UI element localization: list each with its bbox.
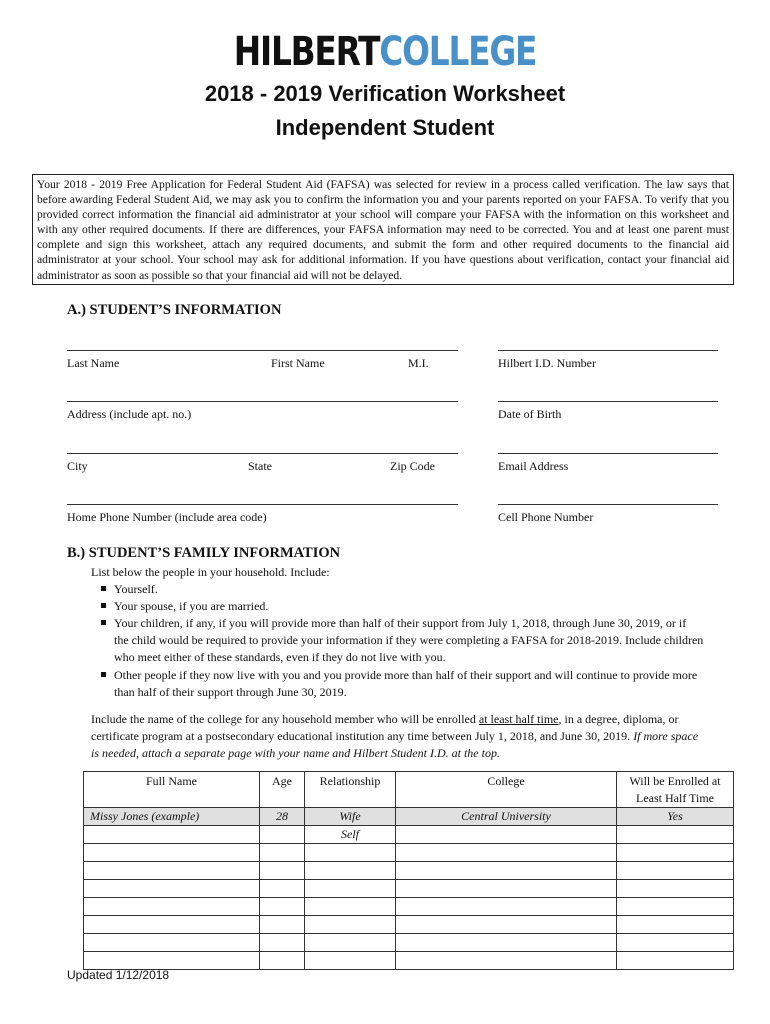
cell-college[interactable]: [396, 934, 617, 952]
worksheet-title: 2018 - 2019 Verification Worksheet: [204, 81, 566, 106]
cell-age[interactable]: [260, 934, 305, 952]
email-line[interactable]: [498, 453, 718, 454]
table-row: [84, 844, 734, 862]
enrollment-note-line3: is needed, attach a separate page with your name and Hilbert Student I.D. at the top.: [91, 746, 500, 760]
cell-relationship: Wife: [305, 808, 396, 826]
table-row: [84, 862, 734, 880]
cell-name[interactable]: [84, 934, 260, 952]
email-label: Email Address: [498, 459, 569, 473]
cell-relationship[interactable]: [305, 862, 396, 880]
cell-age[interactable]: [260, 880, 305, 898]
cell-phone-line[interactable]: [498, 504, 718, 505]
address-label: Address (include apt. no.): [67, 407, 192, 421]
section-a-heading: A.) STUDENT’S INFORMATION: [67, 302, 282, 318]
cell-name[interactable]: [84, 826, 260, 844]
cell-enrolled[interactable]: [617, 826, 734, 844]
enrollment-note-line2: certificate program at a postsecondary educational institution any time between July 1, 2018, and June 30, 2019. If more space: [91, 729, 699, 743]
cell-college[interactable]: [396, 862, 617, 880]
bullet-continuation: than half of their support through June 30, 2019.: [114, 685, 347, 699]
cell-name[interactable]: [84, 862, 260, 880]
cell-enrolled: Yes: [617, 808, 734, 826]
cell-enrolled[interactable]: [617, 844, 734, 862]
cell-age[interactable]: [260, 898, 305, 916]
cell-enrolled[interactable]: [617, 952, 734, 970]
header-full-name: Full Name: [84, 772, 260, 808]
cell-phone-label: Cell Phone Number: [498, 510, 594, 524]
hilbert-id-line[interactable]: [498, 350, 718, 351]
table-row: [84, 826, 734, 844]
city-state-zip-line[interactable]: [67, 453, 458, 454]
updated-date: Updated 1/12/2018: [67, 968, 170, 982]
cell-college[interactable]: [396, 916, 617, 934]
cell-enrolled[interactable]: [617, 934, 734, 952]
cell-college: Central University: [396, 808, 617, 826]
worksheet-subtitle: Independent Student: [275, 115, 495, 140]
state-label: State: [248, 459, 272, 473]
bullet-item: Your spouse, if you are married.: [101, 598, 268, 615]
dob-line[interactable]: [498, 401, 718, 402]
cell-enrolled[interactable]: [617, 880, 734, 898]
mi-label: M.I.: [408, 356, 429, 370]
last-name-label: Last Name: [67, 356, 120, 370]
table-row: [84, 916, 734, 934]
cell-name[interactable]: [84, 916, 260, 934]
enrollment-note-line1: Include the name of the college for any household member who will be enrolled at least half time, in a degree, diploma, or: [91, 712, 679, 726]
dob-label: Date of Birth: [498, 407, 562, 421]
zip-label: Zip Code: [390, 459, 435, 473]
home-phone-label: Home Phone Number (include area code): [67, 510, 267, 524]
cell-age: 28: [260, 808, 305, 826]
bullet-continuation: who meet either of these standards, even if they do not live with you.: [114, 650, 446, 664]
hilbert-id-label: Hilbert I.D. Number: [498, 356, 596, 370]
bullet-continuation: the child would be required to provide your information if they were completing a FAFSA for 2018-2019. Include children: [114, 633, 704, 647]
cell-age[interactable]: [260, 826, 305, 844]
header-relationship: Relationship: [305, 772, 396, 808]
table-row: [84, 898, 734, 916]
section-b-heading: B.) STUDENT’S FAMILY INFORMATION: [67, 545, 341, 561]
bullet-square-icon: [101, 586, 106, 591]
home-phone-line[interactable]: [67, 504, 458, 505]
table-row: [84, 934, 734, 952]
cell-age[interactable]: [260, 952, 305, 970]
cell-college[interactable]: [396, 844, 617, 862]
cell-enrolled[interactable]: [617, 862, 734, 880]
address-line[interactable]: [67, 401, 458, 402]
cell-name[interactable]: [84, 952, 260, 970]
name-line[interactable]: [67, 350, 458, 351]
cell-relationship[interactable]: [305, 898, 396, 916]
table-row: [84, 952, 734, 970]
table-header: [84, 772, 734, 808]
cell-relationship[interactable]: [305, 844, 396, 862]
cell-age[interactable]: [260, 862, 305, 880]
cell-enrolled[interactable]: [617, 916, 734, 934]
cell-name: Missy Jones (example): [84, 808, 260, 826]
table-row: [84, 880, 734, 898]
cell-name[interactable]: [84, 880, 260, 898]
cell-enrolled[interactable]: [617, 898, 734, 916]
list-intro: List below the people in your household. Include:: [91, 565, 330, 579]
cell-college[interactable]: [396, 880, 617, 898]
cell-name[interactable]: [84, 844, 260, 862]
cell-age[interactable]: [260, 844, 305, 862]
header-college: College: [396, 772, 617, 808]
cell-relationship[interactable]: [305, 916, 396, 934]
cell-college[interactable]: [396, 952, 617, 970]
city-label: City: [67, 459, 88, 473]
cell-relationship[interactable]: [305, 934, 396, 952]
cell-age[interactable]: [260, 916, 305, 934]
header-enrolled: Will be Enrolled at Least Half Time: [617, 772, 734, 808]
cell-relationship[interactable]: [305, 952, 396, 970]
bullet-square-icon: [101, 603, 106, 608]
cell-college[interactable]: [396, 898, 617, 916]
bullet-item: Other people if they now live with you and you provide more than half of their support and will continue to provide more: [101, 667, 697, 684]
cell-name[interactable]: [84, 898, 260, 916]
bullet-item: Yourself.: [101, 581, 158, 598]
bullet-item: Your children, if any, if you will provide more than half of their support from July 1, 2018, through June 30, 2019, or if: [101, 615, 686, 632]
cell-relationship[interactable]: [305, 880, 396, 898]
bullet-square-icon: [101, 620, 106, 625]
bullet-square-icon: [101, 672, 106, 677]
cell-college[interactable]: [396, 826, 617, 844]
table-row-example: [84, 808, 734, 826]
intro-box: Your 2018 - 2019 Free Application for Federal Student Aid (FAFSA) was selected for review in a process called verification. The law says that before awarding Federal Student Aid, we may ask you to confirm the information you and your parents reported on your FAFSA. To verify that you provided correct information the financial aid administrator at your school will compare your FAFSA with the information on this worksheet and with any other required documents. If there are differences, your FAFSA information may need to be corrected. You and at least one parent must complete and sign this worksheet, attach any required documents, and submit the form and other required documents to the financial aid administrator at your school. Your school may ask for additional information. If you have questions about verification, contact your financial aid administrator as soon as possible so that your financial aid will not be delayed.: [32, 174, 734, 285]
cell-relationship: Self: [305, 826, 396, 844]
first-name-label: First Name: [271, 356, 325, 370]
hilbert-college-logo: HILBERTCOLLEGE: [233, 29, 537, 75]
header-age: Age: [260, 772, 305, 808]
household-table: [83, 771, 734, 970]
